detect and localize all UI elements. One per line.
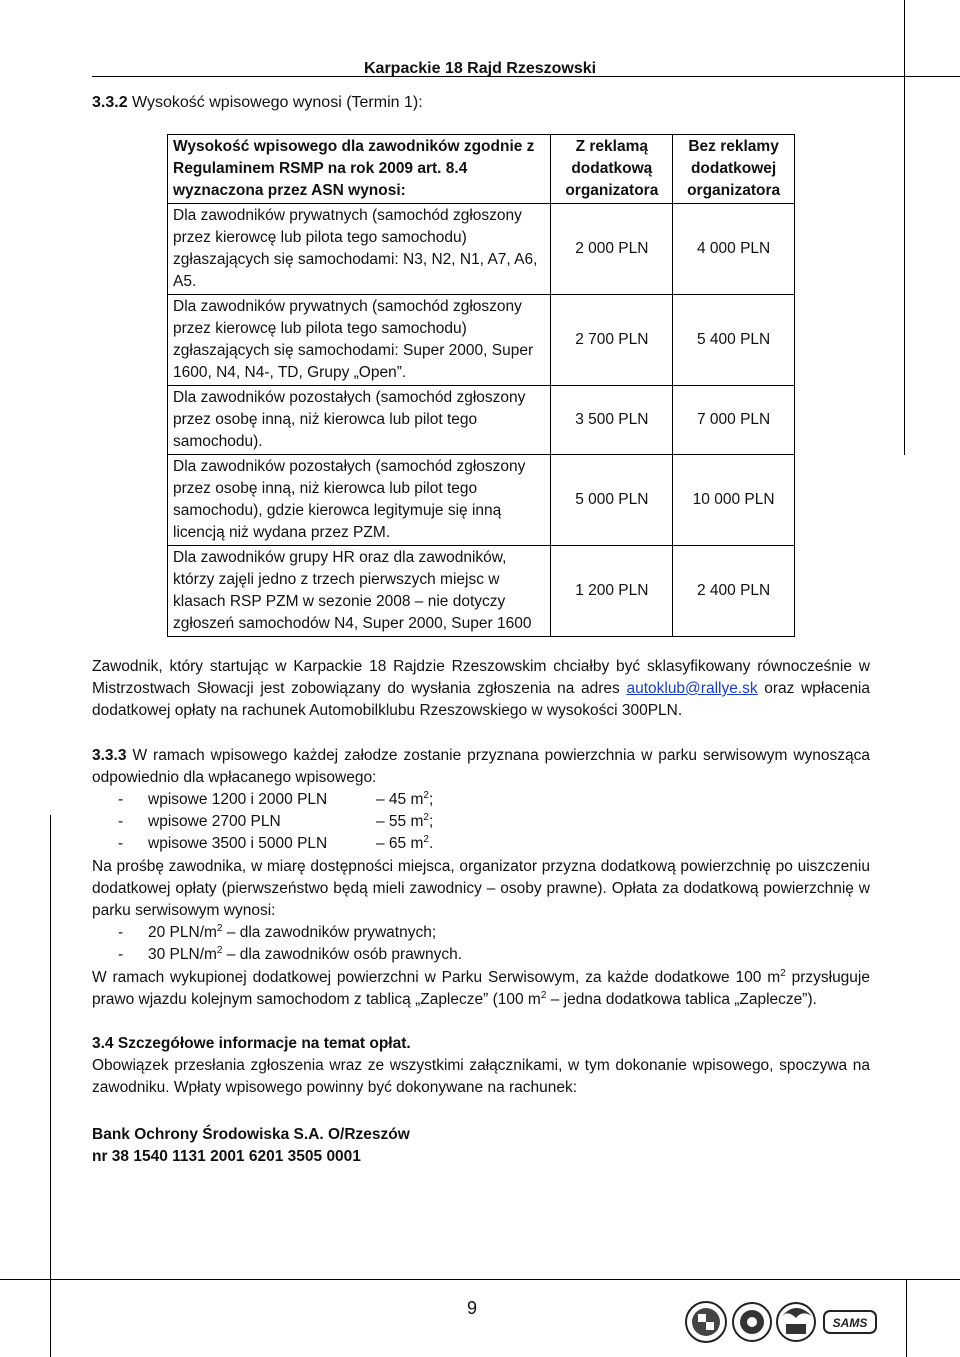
table-row — [168, 204, 795, 295]
list-item: - wpisowe 1200 i 2000 PLN – 45 $m^2$; — [118, 789, 434, 808]
table-row — [168, 386, 795, 455]
section-text: Wysokość wpisowego wynosi (Termin 1): — [127, 94, 423, 111]
additional-area-paragraph: Na prośbę zawodnika, w miarę dostępności miejsca, organizator przyzna dodatkową powierzchnię po uiszczeniu dodatkowej opłaty (pierwszeństwo będą mieli zawodnicy – osoby prawne). Opłata za dodatkową powierzchnię w parku serwisowym wynosi: — [92, 858, 870, 919]
row-description: Dla zawodników grupy HR oraz dla zawodników, którzy zajęli jedno z trzech pierwszych miejsc w klasach RSP PZM w sezonie 2008 – nie dotyczy zgłoszeń samochodów N4, Super 2000, Super 1600 — [168, 546, 551, 637]
fee-without-ads: 2 400 PLN — [673, 546, 795, 637]
section-number: 3.3.3 — [92, 747, 127, 764]
fee-without-ads: 10 000 PLN — [673, 455, 795, 546]
column-header-without-ads: Bez reklamy dodatkowej organizatora — [673, 135, 795, 204]
header-vertical-rule — [904, 0, 905, 455]
section-text: W ramach wpisowego każdej załodze zostanie przyznana powierzchnia w parku serwisowym wynosząca odpowiednio dla wpłacanego wpisowego: — [92, 747, 870, 786]
list-item: - 30 PLN/$m^2$ – dla zawodników osób prawnych. — [118, 944, 463, 963]
zaplecze-paragraph: W ramach wykupionej dodatkowej powierzchni w Parku Serwisowym, za każde dodatkowe 100 $m^2$ przysługuje prawo wjazdu kolejnym samochodom z tablicą „Zaplecze” (100 $m^2$ – jedna dodatkowa tablica „Zaplecze”). — [92, 967, 870, 1008]
list-item: - wpisowe 3500 i 5000 PLN – 65 $m^2$. — [118, 833, 434, 852]
column-header-with-ads: Z reklamą dodatkową organizatora — [551, 135, 673, 204]
row-description: Dla zawodników pozostałych (samochód zgłoszony przez osobę inną, niż kierowca lub pilot tego samochodu). — [168, 386, 551, 455]
table-row — [168, 455, 795, 546]
entry-fee-table — [167, 134, 795, 637]
section-3-4-text: Obowiązek przesłania zgłoszenia wraz ze wszystkimi załącznikami, w tym dokonanie wpisowego, spoczywa na zawodniku. Wpłaty wpisowego powinny być dokonywane na rachunek: — [92, 1057, 870, 1096]
fee-without-ads: 4 000 PLN — [673, 204, 795, 295]
row-description: Dla zawodników prywatnych (samochód zgłoszony przez kierowcę lub pilota tego samochodu) zgłaszających się samochodami: Super 2000, Super 1600, N4, N4-, TD, Grupy „Open”. — [168, 295, 551, 386]
list-item: - wpisowe 2700 PLN – 55 $m^2$; — [118, 811, 434, 830]
rally-logo — [733, 1303, 771, 1341]
document-header-title: Karpackie 18 Rajd Rzeszowski — [364, 60, 597, 77]
fee-with-ads: 2 700 PLN — [551, 295, 673, 386]
row-description: Dla zawodników prywatnych (samochód zgłoszony przez kierowcę lub pilota tego samochodu) zgłaszających się samochodami: N3, N2, N1, A7, A6, A5. — [168, 204, 551, 295]
table-header-description: Wysokość wpisowego dla zawodników zgodnie z Regulaminem RSMP na rok 2009 art. 8.4 wyznaczona przez ASN wynosi: — [168, 135, 551, 204]
left-margin-rule — [50, 815, 51, 1357]
additional-fee-list — [118, 922, 462, 966]
service-area-list — [118, 789, 433, 855]
footer-rule — [0, 1279, 960, 1280]
paragraph-text: Zawodnik, który startując w Karpackie 18 Rajdzie Rzeszowskim chciałby być sklasyfikowany równocześnie w Mistrzostwach Słowacji jest zobowiązany do wysłania zgłoszenia na adres — [92, 658, 870, 697]
slovak-championship-paragraph — [92, 656, 870, 722]
automobilklub-rzeszowski-logo — [686, 1302, 726, 1342]
table-row — [168, 295, 795, 386]
bank-name: Bank Ochrony Środowiska S.A. O/Rzeszów — [92, 1126, 410, 1143]
fee-with-ads: 3 500 PLN — [551, 386, 673, 455]
paragraph-text: oraz wpłacenia dodatkowej opłaty na rachunek Automobilklubu Rzeszowskiego w wysokości 300PLN. — [92, 680, 871, 719]
section-3-3-2-heading — [92, 94, 423, 112]
footer-vertical-rule — [906, 1279, 907, 1357]
section-3-4-heading: 3.4 Szczegółowe informacje na temat opłat. — [92, 1035, 411, 1052]
fee-without-ads: 5 400 PLN — [673, 295, 795, 386]
fee-with-ads: 5 000 PLN — [551, 455, 673, 546]
pzm-logo — [777, 1303, 815, 1341]
email-link[interactable]: autoklub@rallye.sk — [626, 680, 758, 697]
sams-logo-text: SAMS — [832, 1316, 868, 1330]
fee-with-ads: 1 200 PLN — [551, 546, 673, 637]
page-number: 9 — [467, 1298, 478, 1318]
fee-without-ads: 7 000 PLN — [673, 386, 795, 455]
sponsor-logos — [684, 1296, 880, 1346]
table-row — [168, 546, 795, 637]
table-header-row — [168, 135, 795, 204]
row-description: Dla zawodników pozostałych (samochód zgłoszony przez osobę inną, niż kierowca lub pilot tego samochodu), gdzie kierowca legitymuje się inną licencją niż wydana przez PZM. — [168, 455, 551, 546]
fee-with-ads: 2 000 PLN — [551, 204, 673, 295]
section-number: 3.3.2 — [92, 94, 128, 111]
list-item: - 20 PLN/$m^2$ – dla zawodników prywatnych; — [118, 922, 437, 941]
section-3-3-3-paragraph — [92, 745, 870, 789]
bank-account-number: nr 38 1540 1131 2001 6201 3505 0001 — [92, 1148, 361, 1165]
sams-logo — [824, 1311, 876, 1333]
